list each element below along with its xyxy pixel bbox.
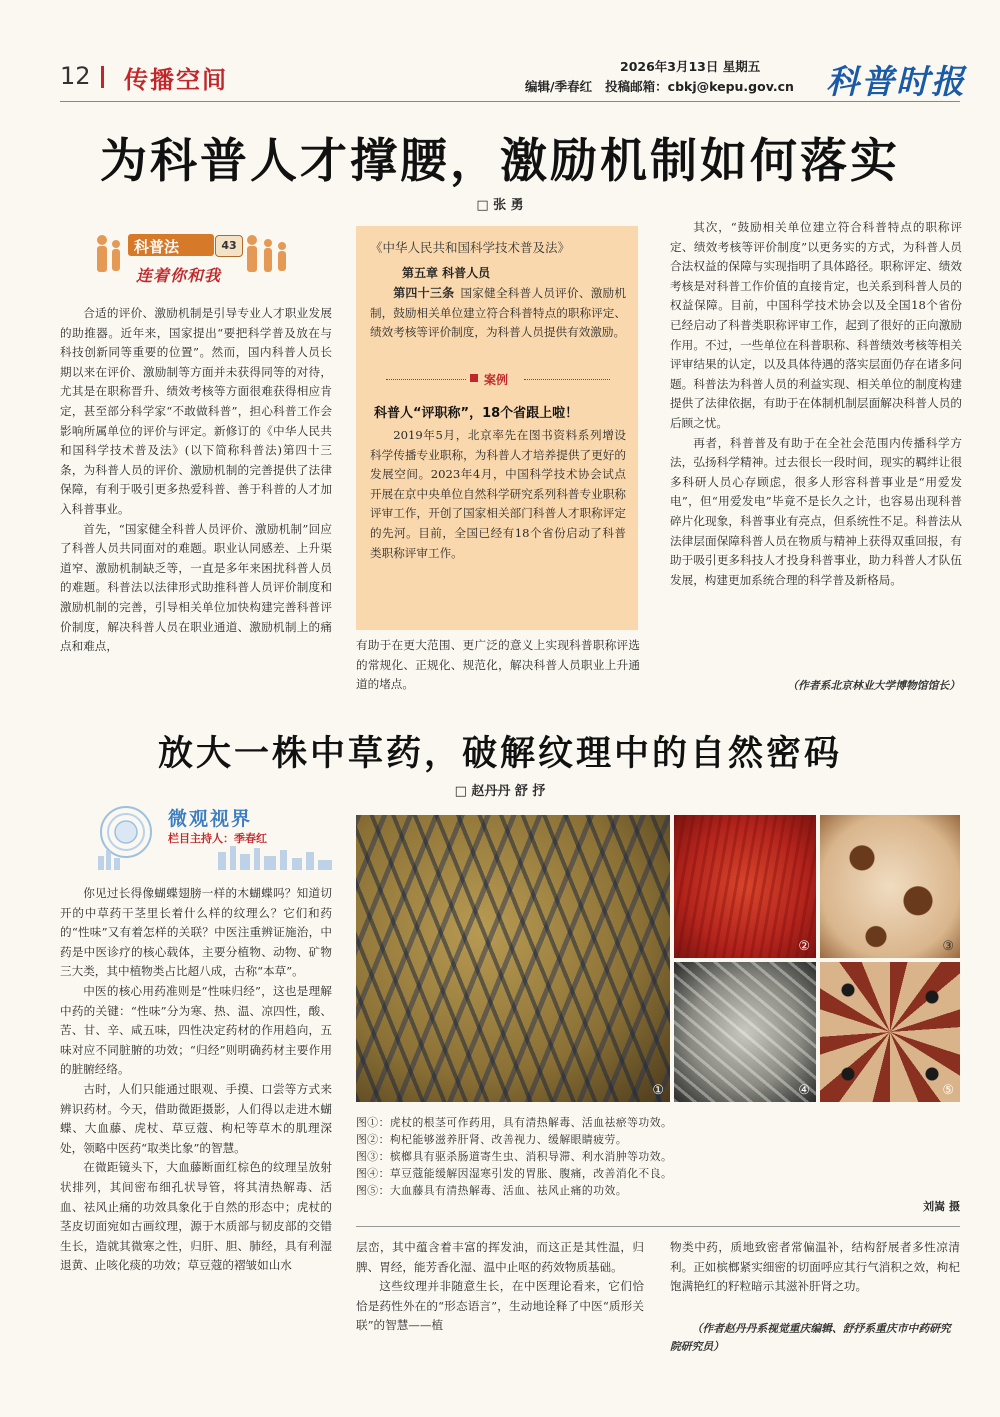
paragraph: 这些纹理并非随意生长，在中医理论看来，它们恰恰是药性外在的“形态语言”，生动地诠释了中医“质形关联”的智慧——植 <box>356 1279 644 1333</box>
case-text <box>370 426 626 563</box>
section-title: 传播空间 <box>124 66 228 94</box>
editor-credit <box>525 77 794 95</box>
caption-rule <box>356 1226 960 1227</box>
article1-column-1 <box>60 304 332 657</box>
law-article-text: 国家健全科普人员评价、激励机制，鼓励相关单位建立符合科普特点的职称评定、绩效考核等评价制度，为科普人员提供有效激励。 <box>370 286 626 340</box>
article1-title: 为科普人才撑腰，激励机制如何落实 <box>100 134 900 189</box>
masthead-logo: 科普时报 <box>826 62 966 101</box>
paragraph: 中医的核心用药准则是“性味归经”，这也是理解中药的关键：“性味”分为寒、热、温、凉四性，酸、苦、甘、辛、咸五味，四性决定药材的作用趋向，五味对应不同脏腑的功效；“归经”则明确药材主要作用的脏腑经络。 <box>60 983 332 1077</box>
caption-line: 图②：枸杞能够滋养肝肾、改善视力、缓解眼睛疲劳。 <box>356 1133 628 1146</box>
law-excerpt-box <box>356 226 638 630</box>
case-label: 案例 <box>484 373 509 387</box>
article1-column-3 <box>670 218 962 590</box>
case-title: 科普人“评职称”，18个省跟上啦！ <box>374 406 579 421</box>
editor-name: 编辑/季春红 <box>525 79 593 94</box>
article2-title: 放大一株中草药，破解纹理中的自然密码 <box>157 734 842 774</box>
article1-author-note: （作者系北京林业大学博物馆馆长） <box>787 679 960 692</box>
article1-byline: □ 张 勇 <box>476 198 524 213</box>
paragraph: 其次，“鼓励相关单位建立符合科普特点的职称评定、绩效考核等评价制度”以更务实的方式，为科普人员合法权益的保障与实现指明了具体路径。职称评定、绩效考核是对科普工作价值的直接肯定，也关系到科普人员的权益保障。目前，中国科学技术协会以及全国18个省份已经启动了科普类职称评审工作，起到了很好的正向激励作用。不过，一些单位在科普职称、科普绩效考核等相关评审结果的认定，以及具体待遇的落实层面仍存在诸多问题。科普法为科普人员的利益实现、相关单位的制度构建提供了法律依据，有助于在体制机制层面解决科普人员的后顾之忧。 <box>670 220 962 430</box>
photo-5-da-xue-teng <box>820 962 960 1102</box>
photo-3-bing-lang <box>820 815 960 958</box>
photo-captions <box>356 1114 916 1199</box>
issue-date: 2026年3月13日 星期五 <box>620 59 761 74</box>
caption-line: 图③：槟榔具有驱杀肠道寄生虫、消积导滞、利水消肿等功效。 <box>356 1150 673 1163</box>
column-logo-weiguan <box>88 800 338 870</box>
caption-line: 图⑤：大血藤具有清热解毒、活血、祛风止痛的功效。 <box>356 1184 628 1197</box>
photo-number: ③ <box>942 939 954 954</box>
article2-column-1 <box>60 884 332 1276</box>
email-address: cbkj@kepu.gov.cn <box>667 79 794 94</box>
law-article-label: 第四十三条 <box>393 286 455 300</box>
case-marker <box>470 374 478 382</box>
case-divider-right <box>524 379 610 381</box>
photo-4-cao-dou-kou <box>674 962 816 1102</box>
paragraph: 合适的评价、激励机制是引导专业人才职业发展的助推器。近年来，国家提出“要把科学普及放在与科技创新同等重要的位置”。然而，国内科普人员长期以来在评价、激励制等方面并未获得同等的对待，尤其是在职称晋升、绩效考核等方面很难获得相应肯定，甚至部分科学家“不敢做科普”，担心科普工作会影响所属单位的评价与评定。新修订的《中华人民共和国科学技术普及法》(以下简称科普法)第四十三条，为科普人员的评价、激励机制的完善提供了法律保障，有利于吸引更多热爱科普、善于科普的人才加入科普事业。 <box>60 306 332 516</box>
paragraph: 层峦，其中蕴含着丰富的挥发油，而这正是其性温，归脾、胃经，能芳香化湿、温中止呕的药效物质基础。 <box>356 1240 644 1274</box>
photo-2-gou-qi <box>674 815 816 958</box>
paragraph: 在微距镜头下，大血藤断面红棕色的纹理呈放射状排列，其间密布细孔状导管，将其清热解毒、活血、祛风止痛的功效具象化于自然的形态中；虎杖的茎皮切面宛如古画纹理，源于木质部与韧皮部的交错生长，造就其微寒之性，归肝、胆、肺经，具有利湿退黄、止咳化痰的功效；草豆蔻的褶皱如山水 <box>60 1160 332 1273</box>
page-number: 12 <box>60 62 91 90</box>
law-article <box>370 284 626 343</box>
photo-number: ⑤ <box>942 1083 954 1098</box>
article2-column-2 <box>356 1238 644 1336</box>
paragraph: 你见过长得像蝴蝶翅膀一样的木蝴蝶吗？知道切开的中草药干茎里长着什么样的纹理么？它们和药的“性味”又有着怎样的关联？中医注重辨证施治，中药是中医诊疗的核心载体，主要分植物、动物、矿物三大类，其中植物类占比超八成，古称“本草”。 <box>60 886 332 979</box>
law-title: 《中华人民共和国科学技术普及法》 <box>370 240 571 255</box>
paragraph: 物类中药，质地致密者常偏温补，结构舒展者多性凉清利。正如槟榔紧实细密的切面呼应其行气消积之效，枸杞饱满艳红的籽粒暗示其滋补肝肾之功。 <box>670 1240 960 1294</box>
caption-line: 图④：草豆蔻能缓解因湿寒引发的胃胀、腹痛，改善消化不良。 <box>356 1167 673 1180</box>
photo-number: ① <box>652 1083 664 1098</box>
article2-author-note: （作者赵丹丹系视觉重庆编辑、舒抒系重庆市中药研究院研究员） <box>670 1322 951 1353</box>
article1-column-2-tail <box>356 636 640 695</box>
column-logo-kepufa <box>92 230 292 290</box>
case-divider-left <box>386 379 466 381</box>
photo-1-hu-zhang <box>356 815 670 1102</box>
kepufa-badge: 43 <box>215 235 243 257</box>
law-chapter: 第五章 科普人员 <box>402 266 491 280</box>
paragraph: 古时，人们只能通过眼观、手摸、口尝等方式来辨识药材。今天，借助微距摄影，人们得以走进木蝴蝶、大血藤、虎杖、草豆蔻、枸杞等草木的肌理深处，领略中医药“取类比象”的智慧。 <box>60 1081 332 1155</box>
kepufa-label: 科普法 <box>134 238 180 256</box>
email-label: 投稿邮箱： <box>605 79 668 94</box>
weiguan-host: 栏目主持人：季春红 <box>168 832 267 845</box>
paragraph: 首先，“国家健全科普人员评价、激励机制”回应了科普人员共同面对的难题。职业认同感差、上升渠道窄、激励机制缺乏等，一直是多年来困扰科普人员的难题。科普法以法律形式助推科普人员评价制度和激励机制的完善，引导相关单位加快构建完善科普评价制度，解决科普人员在职业通道、激励机制上的痛点和难点， <box>60 521 332 654</box>
paragraph: 2019年5月，北京率先在图书资料系列增设科学传播专业职称，为科普人才培养提供了更好的发展空间。2023年4月，中国科学技术协会试点开展在京中央单位自然科学研究系列科普专业职称评审工作，开创了国家相关部门科普人才职称评定的先河。目前，全国已经有18个省份启动了科普类职称评审工作。 <box>370 428 626 560</box>
photo-number: ② <box>798 939 810 954</box>
article2-column-3 <box>670 1238 960 1297</box>
header-separator <box>101 66 104 88</box>
paragraph: 再者，科普普及有助于在全社会范围内传播科学方法，弘扬科学精神。过去很长一段时间，现实的羁绊让很多科研人员心存顾虑，很多人形容科普事业是“用爱发电”，但“用爱发电”毕竟不是长久之计，也容易出现科普碎片化现象，科普事业有亮点，但系统性不足。科普法从法律层面保障科普人员在物质与精神上获得双重回报，有助于吸引更多科技人才投身科普事业，助力科普人才队伍发展，构建更加系统合理的科学普及新格局。 <box>670 435 962 587</box>
photo-credit: 刘嵩 摄 <box>923 1200 960 1213</box>
photo-number: ④ <box>798 1083 810 1098</box>
article2-byline: □ 赵丹丹 舒 抒 <box>454 784 546 799</box>
paragraph: 有助于在更大范围、更广泛的意义上实现科普职称评选的常规化、正规化、规范化，解决科普人员职业上升通道的堵点。 <box>356 638 640 692</box>
kepufa-tagline: 连着你和我 <box>136 266 222 285</box>
header-rule <box>60 101 960 102</box>
weiguan-name: 微观视界 <box>168 808 253 830</box>
caption-line: 图①：虎杖的根茎可作药用，具有清热解毒、活血祛瘀等功效。 <box>356 1116 673 1129</box>
